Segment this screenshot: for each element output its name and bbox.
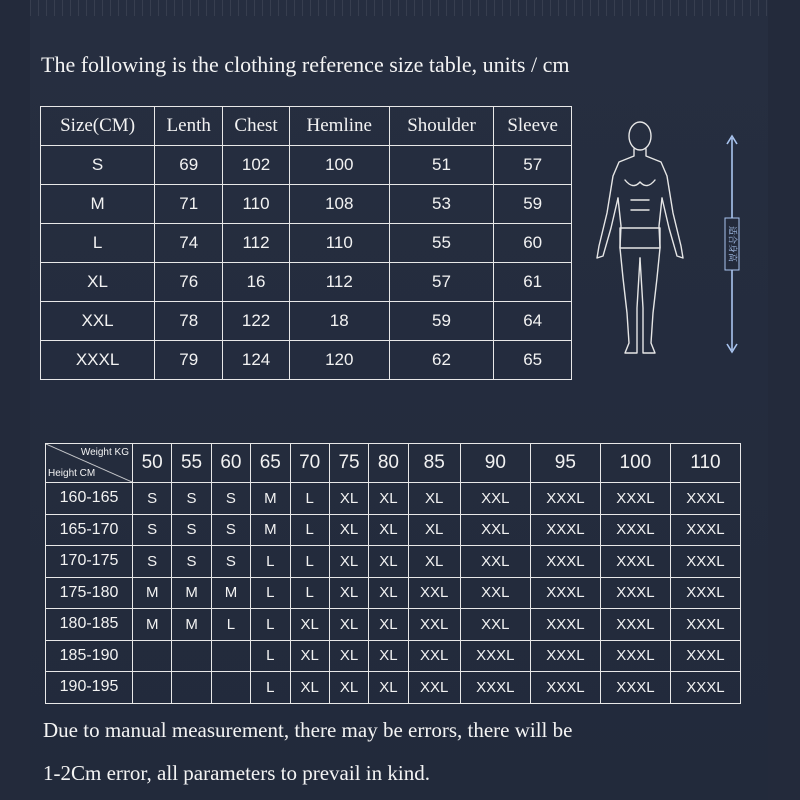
recommended-size-cell: XL bbox=[329, 672, 368, 704]
size-table-row bbox=[41, 185, 572, 224]
recommended-size-cell: XXL bbox=[408, 577, 460, 609]
recommended-size-cell: XXL bbox=[408, 672, 460, 704]
recommended-size-cell: XXL bbox=[460, 609, 530, 641]
size-label-cell: XXXL bbox=[41, 341, 155, 380]
recommended-size-cell: XL bbox=[290, 640, 329, 672]
human-body-icon bbox=[585, 118, 695, 363]
recommended-size-cell: XL bbox=[290, 609, 329, 641]
measurement-cell: 64 bbox=[494, 302, 572, 341]
recommended-size-cell: S bbox=[133, 514, 172, 546]
height-arrow-icon bbox=[722, 134, 742, 354]
recommended-size-cell: S bbox=[133, 546, 172, 578]
weight-header-cell: 80 bbox=[369, 444, 408, 483]
recommended-size-cell: XXXL bbox=[670, 609, 740, 641]
recommended-size-cell: XL bbox=[290, 672, 329, 704]
recommended-size-cell: XXXL bbox=[670, 483, 740, 515]
size-table bbox=[40, 106, 572, 380]
recommended-size-cell: L bbox=[251, 546, 290, 578]
weight-header-cell: 110 bbox=[670, 444, 740, 483]
recommended-size-cell: XXXL bbox=[670, 546, 740, 578]
size-table-row bbox=[41, 263, 572, 302]
recommended-size-cell: L bbox=[251, 640, 290, 672]
footnote-line-1: Due to manual measurement, there may be errors, there will be bbox=[43, 718, 573, 742]
recommended-size-cell: XXXL bbox=[670, 514, 740, 546]
recommended-size-cell: XL bbox=[408, 483, 460, 515]
recommended-size-cell: L bbox=[251, 609, 290, 641]
recommended-size-cell: XXXL bbox=[600, 609, 670, 641]
recommended-size-cell: L bbox=[290, 483, 329, 515]
size-table-header-cell: Size(CM) bbox=[41, 107, 155, 146]
recommended-size-cell: XXXL bbox=[600, 640, 670, 672]
measurement-cell: 71 bbox=[155, 185, 223, 224]
weight-header-cell: 100 bbox=[600, 444, 670, 483]
corner-height-label: Height CM bbox=[48, 468, 96, 479]
measurement-cell: 69 bbox=[155, 146, 223, 185]
recommended-size-cell: XXXL bbox=[600, 577, 670, 609]
recommended-size-cell: XXXL bbox=[600, 483, 670, 515]
recommended-size-cell: XL bbox=[369, 577, 408, 609]
recommended-size-cell: XXXL bbox=[530, 672, 600, 704]
weight-height-table bbox=[45, 443, 741, 704]
recommended-size-cell: XXL bbox=[460, 514, 530, 546]
weight-height-row bbox=[46, 483, 741, 515]
weight-header-cell: 60 bbox=[211, 444, 250, 483]
recommended-size-cell: L bbox=[211, 609, 250, 641]
height-range-cell: 160-165 bbox=[46, 483, 133, 515]
size-table-header-cell: Shoulder bbox=[389, 107, 494, 146]
size-table-row bbox=[41, 302, 572, 341]
recommended-size-cell bbox=[211, 672, 250, 704]
measurement-cell: 59 bbox=[494, 185, 572, 224]
measurement-cell: 78 bbox=[155, 302, 223, 341]
size-label-cell: S bbox=[41, 146, 155, 185]
weight-header-cell: 70 bbox=[290, 444, 329, 483]
recommended-size-cell: M bbox=[211, 577, 250, 609]
measurement-cell: 61 bbox=[494, 263, 572, 302]
recommended-size-cell: XL bbox=[369, 483, 408, 515]
recommended-size-cell: S bbox=[211, 546, 250, 578]
weight-height-body bbox=[46, 483, 741, 704]
measurement-cell: 100 bbox=[289, 146, 389, 185]
recommended-size-cell: XXXL bbox=[530, 609, 600, 641]
measurement-cell: 16 bbox=[223, 263, 290, 302]
weight-height-row bbox=[46, 577, 741, 609]
recommended-size-cell: M bbox=[133, 609, 172, 641]
measurement-cell: 55 bbox=[389, 224, 494, 263]
recommended-size-cell: XXXL bbox=[460, 640, 530, 672]
measurement-cell: 53 bbox=[389, 185, 494, 224]
height-range-cell: 180-185 bbox=[46, 609, 133, 641]
weight-header-cell: 90 bbox=[460, 444, 530, 483]
height-range-cell: 185-190 bbox=[46, 640, 133, 672]
weight-height-corner bbox=[46, 444, 133, 483]
recommended-size-cell: XXXL bbox=[530, 577, 600, 609]
measurement-cell: 76 bbox=[155, 263, 223, 302]
measurement-cell: 74 bbox=[155, 224, 223, 263]
recommended-size-cell: XXL bbox=[408, 640, 460, 672]
measurement-cell: 57 bbox=[494, 146, 572, 185]
size-table-header-row bbox=[41, 107, 572, 146]
measurement-cell: 112 bbox=[289, 263, 389, 302]
size-label-cell: L bbox=[41, 224, 155, 263]
size-table-header-cell: Hemline bbox=[289, 107, 389, 146]
size-table-header-cell: Chest bbox=[223, 107, 290, 146]
size-table-row bbox=[41, 146, 572, 185]
weight-header-cell: 50 bbox=[133, 444, 172, 483]
recommended-size-cell: M bbox=[133, 577, 172, 609]
height-range-cell: 190-195 bbox=[46, 672, 133, 704]
weight-height-row bbox=[46, 640, 741, 672]
recommended-size-cell: L bbox=[290, 546, 329, 578]
height-range-cell: 175-180 bbox=[46, 577, 133, 609]
recommended-size-cell: XL bbox=[369, 514, 408, 546]
recommended-size-cell: XL bbox=[329, 640, 368, 672]
weight-height-row bbox=[46, 672, 741, 704]
measurement-cell: 122 bbox=[223, 302, 290, 341]
recommended-size-cell: XXXL bbox=[530, 546, 600, 578]
recommended-size-cell: XL bbox=[329, 483, 368, 515]
size-label-cell: M bbox=[41, 185, 155, 224]
recommended-size-cell: XL bbox=[369, 546, 408, 578]
recommended-size-cell: L bbox=[290, 577, 329, 609]
weight-header-row bbox=[46, 444, 741, 483]
measurement-cell: 112 bbox=[223, 224, 290, 263]
height-range-cell: 165-170 bbox=[46, 514, 133, 546]
measurement-cell: 120 bbox=[289, 341, 389, 380]
recommended-size-cell: XL bbox=[329, 577, 368, 609]
recommended-size-cell: M bbox=[251, 483, 290, 515]
recommended-size-cell: XXXL bbox=[670, 577, 740, 609]
recommended-size-cell: L bbox=[290, 514, 329, 546]
recommended-size-cell: S bbox=[211, 514, 250, 546]
size-table-row bbox=[41, 341, 572, 380]
measurement-cell: 51 bbox=[389, 146, 494, 185]
recommended-size-cell: S bbox=[172, 514, 211, 546]
recommended-size-cell: L bbox=[251, 577, 290, 609]
recommended-size-cell bbox=[172, 672, 211, 704]
measurement-cell: 59 bbox=[389, 302, 494, 341]
recommended-size-cell: S bbox=[172, 546, 211, 578]
measurement-cell: 18 bbox=[289, 302, 389, 341]
size-table-header-cell: Sleeve bbox=[494, 107, 572, 146]
recommended-size-cell: S bbox=[211, 483, 250, 515]
measurement-cell: 124 bbox=[223, 341, 290, 380]
size-table-row bbox=[41, 224, 572, 263]
recommended-size-cell bbox=[172, 640, 211, 672]
recommended-size-cell: XL bbox=[369, 609, 408, 641]
recommended-size-cell: XXXL bbox=[600, 672, 670, 704]
recommended-size-cell: XL bbox=[329, 514, 368, 546]
recommended-size-cell bbox=[211, 640, 250, 672]
weight-header-cell: 65 bbox=[251, 444, 290, 483]
height-range-cell: 170-175 bbox=[46, 546, 133, 578]
recommended-size-cell: XL bbox=[408, 546, 460, 578]
recommended-size-cell: XXXL bbox=[600, 546, 670, 578]
measurement-cell: 79 bbox=[155, 341, 223, 380]
measurement-cell: 110 bbox=[289, 224, 389, 263]
recommended-size-cell: XXL bbox=[460, 577, 530, 609]
weight-header-cell: 55 bbox=[172, 444, 211, 483]
recommended-size-cell: S bbox=[172, 483, 211, 515]
weight-height-row bbox=[46, 514, 741, 546]
recommended-size-cell: M bbox=[172, 577, 211, 609]
weight-header-cell: 95 bbox=[530, 444, 600, 483]
recommended-size-cell: XXXL bbox=[670, 672, 740, 704]
size-table-header-cell: Lenth bbox=[155, 107, 223, 146]
recommended-size-cell: XXXL bbox=[670, 640, 740, 672]
recommended-size-cell: XXXL bbox=[530, 483, 600, 515]
measurement-cell: 57 bbox=[389, 263, 494, 302]
recommended-size-cell: XL bbox=[329, 546, 368, 578]
measurement-cell: 108 bbox=[289, 185, 389, 224]
weight-header-cell: 75 bbox=[329, 444, 368, 483]
weight-height-row bbox=[46, 609, 741, 641]
recommended-size-cell: XL bbox=[408, 514, 460, 546]
recommended-size-cell: M bbox=[251, 514, 290, 546]
weight-height-row bbox=[46, 546, 741, 578]
measurement-cell: 65 bbox=[494, 341, 572, 380]
recommended-size-cell: XXXL bbox=[460, 672, 530, 704]
footnote-line-2: 1-2Cm error, all parameters to prevail in kind. bbox=[43, 761, 430, 785]
recommended-size-cell: XL bbox=[329, 609, 368, 641]
size-label-cell: XL bbox=[41, 263, 155, 302]
recommended-size-cell: S bbox=[133, 483, 172, 515]
measurement-cell: 102 bbox=[223, 146, 290, 185]
recommended-size-cell: XXXL bbox=[530, 514, 600, 546]
recommended-size-cell: XL bbox=[369, 672, 408, 704]
measurement-cell: 60 bbox=[494, 224, 572, 263]
weight-header-cell: 85 bbox=[408, 444, 460, 483]
measurement-cell: 62 bbox=[389, 341, 494, 380]
measurement-cell: 110 bbox=[223, 185, 290, 224]
height-arrow-label: 适合身高 bbox=[726, 225, 737, 263]
recommended-size-cell: M bbox=[172, 609, 211, 641]
recommended-size-cell: XXL bbox=[408, 609, 460, 641]
recommended-size-cell: XXL bbox=[460, 546, 530, 578]
recommended-size-cell: L bbox=[251, 672, 290, 704]
size-table-body bbox=[41, 146, 572, 380]
recommended-size-cell: XXXL bbox=[530, 640, 600, 672]
recommended-size-cell: XL bbox=[369, 640, 408, 672]
recommended-size-cell: XXL bbox=[460, 483, 530, 515]
recommended-size-cell bbox=[133, 640, 172, 672]
size-label-cell: XXL bbox=[41, 302, 155, 341]
corner-weight-label: Weight KG bbox=[80, 447, 129, 458]
recommended-size-cell bbox=[133, 672, 172, 704]
recommended-size-cell: XXXL bbox=[600, 514, 670, 546]
top-ruler bbox=[30, 0, 768, 16]
page-title: The following is the clothing reference size table, units / cm bbox=[41, 52, 570, 77]
